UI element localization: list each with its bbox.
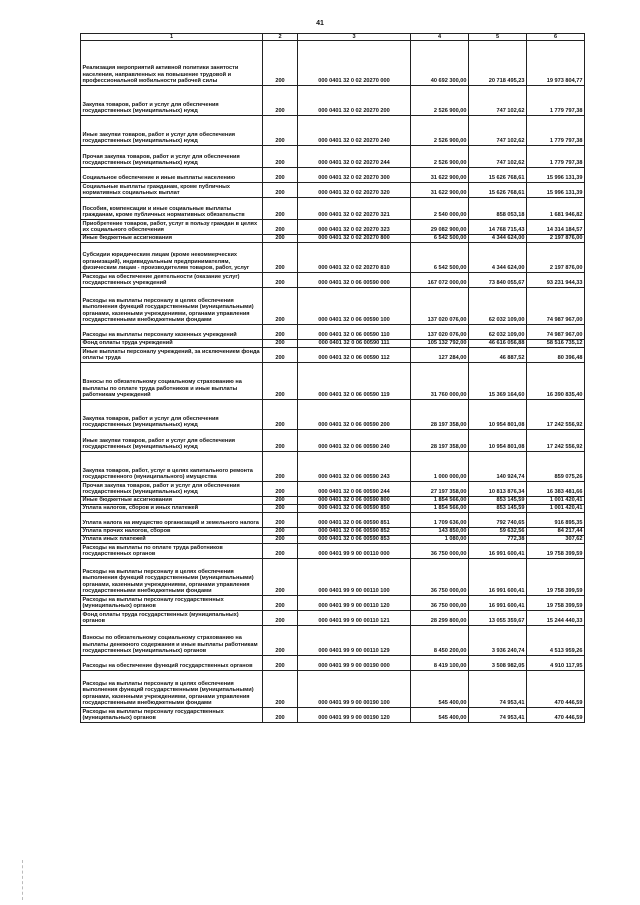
row-executed: 4 344 624,00 bbox=[469, 243, 527, 273]
table-row bbox=[81, 497, 585, 505]
row-code: 200 bbox=[263, 497, 298, 505]
row-executed: 853 145,59 bbox=[469, 497, 527, 505]
row-approved: 1 080,00 bbox=[411, 536, 469, 544]
table-row bbox=[81, 611, 585, 626]
row-approved: 27 197 358,00 bbox=[411, 482, 469, 497]
row-name: Иные выплаты персоналу учреждений, за исключением фонда оплаты труда bbox=[81, 348, 263, 363]
row-approved: 1 000 000,00 bbox=[411, 452, 469, 482]
table-row bbox=[81, 559, 585, 596]
row-remaining: 4 513 959,26 bbox=[527, 626, 585, 656]
row-kbk: 000 0401 32 0 06 00590 000 bbox=[298, 273, 411, 288]
row-kbk: 000 0401 32 0 06 00590 853 bbox=[298, 536, 411, 544]
row-executed: 853 145,59 bbox=[469, 505, 527, 513]
row-kbk: 000 0401 99 9 00 00190 000 bbox=[298, 656, 411, 671]
row-approved: 29 082 900,00 bbox=[411, 220, 469, 235]
row-remaining: 19 758 399,59 bbox=[527, 559, 585, 596]
row-name: Уплата налога на имущество организаций и земельного налога bbox=[81, 513, 263, 528]
row-executed: 16 991 600,41 bbox=[469, 544, 527, 559]
header-col-5: 5 bbox=[469, 34, 527, 41]
row-name: Субсидии юридическим лицам (кроме некоммерческих организаций), индивидуальным предпринимателям, физическим лицам - производителям товаров, работ, услуг bbox=[81, 243, 263, 273]
table-row bbox=[81, 536, 585, 544]
row-code: 200 bbox=[263, 348, 298, 363]
row-name: Расходы на выплаты персоналу в целях обеспечения выполнения функций государственными (муниципальными) органами, казенными учреждениями, органами управления государственными внебюджетными фондами bbox=[81, 288, 263, 325]
row-code: 200 bbox=[263, 559, 298, 596]
row-remaining: 4 910 117,95 bbox=[527, 656, 585, 671]
table-row bbox=[81, 235, 585, 243]
row-remaining: 19 973 804,77 bbox=[527, 41, 585, 86]
table-row bbox=[81, 220, 585, 235]
row-executed: 747 102,62 bbox=[469, 146, 527, 168]
row-name: Реализация мероприятий активной политики занятости населения, направленных на повышение трудовой и профессиональной мобильности рабочей силы bbox=[81, 41, 263, 86]
header-col-1: 1 bbox=[81, 34, 263, 41]
row-executed: 15 626 768,61 bbox=[469, 168, 527, 183]
row-code: 200 bbox=[263, 220, 298, 235]
table-row bbox=[81, 596, 585, 611]
table-row bbox=[81, 505, 585, 513]
row-code: 200 bbox=[263, 198, 298, 220]
row-kbk: 000 0401 99 9 00 00190 120 bbox=[298, 708, 411, 723]
row-name: Иные бюджетные ассигнования bbox=[81, 497, 263, 505]
row-executed: 3 508 982,05 bbox=[469, 656, 527, 671]
table-row bbox=[81, 325, 585, 340]
table-row bbox=[81, 482, 585, 497]
row-kbk: 000 0401 32 0 02 20270 321 bbox=[298, 198, 411, 220]
row-kbk: 000 0401 32 0 06 00590 112 bbox=[298, 348, 411, 363]
row-kbk: 000 0401 32 0 06 00590 850 bbox=[298, 505, 411, 513]
row-name: Фонд оплаты труда государственных (муниципальных) органов bbox=[81, 611, 263, 626]
row-kbk: 000 0401 32 0 02 20270 300 bbox=[298, 168, 411, 183]
row-approved: 127 284,00 bbox=[411, 348, 469, 363]
row-code: 200 bbox=[263, 146, 298, 168]
row-code: 200 bbox=[263, 168, 298, 183]
row-approved: 545 400,00 bbox=[411, 671, 469, 708]
row-executed: 10 954 801,08 bbox=[469, 400, 527, 430]
row-approved: 1 854 566,00 bbox=[411, 497, 469, 505]
row-approved: 105 132 792,00 bbox=[411, 340, 469, 348]
row-executed: 3 936 240,74 bbox=[469, 626, 527, 656]
row-kbk: 000 0401 32 0 02 20270 200 bbox=[298, 86, 411, 116]
row-remaining: 17 242 556,92 bbox=[527, 430, 585, 452]
row-name: Социальное обеспечение и иные выплаты населению bbox=[81, 168, 263, 183]
row-remaining: 1 779 797,38 bbox=[527, 146, 585, 168]
table-row bbox=[81, 86, 585, 116]
table-row bbox=[81, 452, 585, 482]
row-code: 200 bbox=[263, 671, 298, 708]
row-name: Прочая закупка товаров, работ и услуг для обеспечения государственных (муниципальных) нужд bbox=[81, 146, 263, 168]
header-col-2: 2 bbox=[263, 34, 298, 41]
row-approved: 1 709 636,00 bbox=[411, 513, 469, 528]
row-name: Прочая закупка товаров, работ и услуг для обеспечения государственных (муниципальных) нужд bbox=[81, 482, 263, 497]
row-executed: 747 102,62 bbox=[469, 86, 527, 116]
row-name: Фонд оплаты труда учреждений bbox=[81, 340, 263, 348]
row-approved: 6 542 500,00 bbox=[411, 235, 469, 243]
row-name: Приобретение товаров, работ, услуг в пользу граждан в целях их социального обеспечения bbox=[81, 220, 263, 235]
row-code: 200 bbox=[263, 86, 298, 116]
row-approved: 28 197 358,00 bbox=[411, 430, 469, 452]
table-row bbox=[81, 116, 585, 146]
header-row bbox=[81, 34, 585, 41]
row-approved: 31 622 900,00 bbox=[411, 168, 469, 183]
row-kbk: 000 0401 32 0 06 00590 852 bbox=[298, 528, 411, 536]
page-number: 41 bbox=[316, 20, 324, 27]
row-remaining: 14 314 184,57 bbox=[527, 220, 585, 235]
row-remaining: 16 390 835,40 bbox=[527, 363, 585, 400]
row-name: Закупка товаров, работ и услуг для обеспечения государственных (муниципальных) нужд bbox=[81, 86, 263, 116]
row-executed: 15 369 164,60 bbox=[469, 363, 527, 400]
row-name: Иные бюджетные ассигнования bbox=[81, 235, 263, 243]
row-remaining: 2 197 876,00 bbox=[527, 235, 585, 243]
row-name: Взносы по обязательному социальному страхованию на выплаты по оплате труда работников и иные выплаты работникам учреждений bbox=[81, 363, 263, 400]
table-row bbox=[81, 400, 585, 430]
row-executed: 772,38 bbox=[469, 536, 527, 544]
row-approved: 143 850,00 bbox=[411, 528, 469, 536]
row-code: 200 bbox=[263, 340, 298, 348]
row-remaining: 17 242 556,92 bbox=[527, 400, 585, 430]
table-row bbox=[81, 168, 585, 183]
row-name: Расходы на обеспечение деятельности (оказание услуг) государственных учреждений bbox=[81, 273, 263, 288]
row-remaining: 58 516 735,12 bbox=[527, 340, 585, 348]
row-name: Расходы на выплаты персоналу казенных учреждений bbox=[81, 325, 263, 340]
row-name: Социальные выплаты гражданам, кроме публичных нормативных социальных выплат bbox=[81, 183, 263, 198]
row-remaining: 15 244 440,33 bbox=[527, 611, 585, 626]
row-code: 200 bbox=[263, 183, 298, 198]
header-col-6: 6 bbox=[527, 34, 585, 41]
row-approved: 545 400,00 bbox=[411, 708, 469, 723]
table-row bbox=[81, 273, 585, 288]
row-executed: 46 887,52 bbox=[469, 348, 527, 363]
row-remaining: 19 758 399,59 bbox=[527, 544, 585, 559]
row-kbk: 000 0401 32 0 02 20270 323 bbox=[298, 220, 411, 235]
table-row bbox=[81, 340, 585, 348]
row-remaining: 74 987 967,00 bbox=[527, 288, 585, 325]
table-row bbox=[81, 513, 585, 528]
row-code: 200 bbox=[263, 528, 298, 536]
row-code: 200 bbox=[263, 596, 298, 611]
row-executed: 747 102,62 bbox=[469, 116, 527, 146]
row-code: 200 bbox=[263, 536, 298, 544]
row-kbk: 000 0401 32 0 02 20270 320 bbox=[298, 183, 411, 198]
row-name: Уплата прочих налогов, сборов bbox=[81, 528, 263, 536]
row-executed: 4 344 624,00 bbox=[469, 235, 527, 243]
row-remaining: 307,62 bbox=[527, 536, 585, 544]
row-kbk: 000 0401 99 9 00 00110 129 bbox=[298, 626, 411, 656]
row-executed: 15 626 768,61 bbox=[469, 183, 527, 198]
table-row bbox=[81, 363, 585, 400]
row-code: 200 bbox=[263, 611, 298, 626]
row-approved: 36 750 000,00 bbox=[411, 544, 469, 559]
header-col-3: 3 bbox=[298, 34, 411, 41]
row-remaining: 93 231 944,33 bbox=[527, 273, 585, 288]
row-kbk: 000 0401 99 9 00 00190 100 bbox=[298, 671, 411, 708]
row-kbk: 000 0401 32 0 06 00590 240 bbox=[298, 430, 411, 452]
row-code: 200 bbox=[263, 544, 298, 559]
row-kbk: 000 0401 99 9 00 00110 000 bbox=[298, 544, 411, 559]
row-kbk: 000 0401 32 0 06 00590 111 bbox=[298, 340, 411, 348]
row-approved: 2 526 900,00 bbox=[411, 86, 469, 116]
table-row bbox=[81, 348, 585, 363]
row-name: Закупка товаров, работ и услуг для обеспечения государственных (муниципальных) нужд bbox=[81, 400, 263, 430]
row-name: Расходы на выплаты персоналу государственных (муниципальных) органов bbox=[81, 708, 263, 723]
row-remaining: 1 001 420,41 bbox=[527, 497, 585, 505]
row-kbk: 000 0401 32 0 06 00590 243 bbox=[298, 452, 411, 482]
row-kbk: 000 0401 32 0 06 00590 800 bbox=[298, 497, 411, 505]
row-executed: 140 924,74 bbox=[469, 452, 527, 482]
row-remaining: 2 197 876,00 bbox=[527, 243, 585, 273]
row-executed: 74 953,41 bbox=[469, 708, 527, 723]
row-code: 200 bbox=[263, 363, 298, 400]
row-approved: 8 419 100,00 bbox=[411, 656, 469, 671]
row-code: 200 bbox=[263, 235, 298, 243]
row-code: 200 bbox=[263, 243, 298, 273]
row-approved: 167 072 000,00 bbox=[411, 273, 469, 288]
row-code: 200 bbox=[263, 452, 298, 482]
row-kbk: 000 0401 32 0 06 00590 119 bbox=[298, 363, 411, 400]
row-approved: 36 750 000,00 bbox=[411, 596, 469, 611]
row-code: 200 bbox=[263, 41, 298, 86]
row-kbk: 000 0401 32 0 02 20270 800 bbox=[298, 235, 411, 243]
row-executed: 13 055 359,67 bbox=[469, 611, 527, 626]
row-name: Закупка товаров, работ, услуг в целях капитального ремонта государственного (муниципального) имущества bbox=[81, 452, 263, 482]
row-remaining: 19 758 399,59 bbox=[527, 596, 585, 611]
row-name: Расходы на выплаты персоналу в целях обеспечения выполнения функций государственными (муниципальными) органами, казенными учреждениями, органами управления государственными внебюджетными фондами bbox=[81, 559, 263, 596]
row-approved: 40 692 300,00 bbox=[411, 41, 469, 86]
row-approved: 36 750 000,00 bbox=[411, 559, 469, 596]
row-code: 200 bbox=[263, 273, 298, 288]
row-remaining: 1 779 797,38 bbox=[527, 116, 585, 146]
row-approved: 6 542 500,00 bbox=[411, 243, 469, 273]
row-approved: 28 197 358,00 bbox=[411, 400, 469, 430]
row-executed: 46 616 056,88 bbox=[469, 340, 527, 348]
row-code: 200 bbox=[263, 505, 298, 513]
row-name: Расходы на обеспечение функций государственных органов bbox=[81, 656, 263, 671]
row-approved: 2 526 900,00 bbox=[411, 116, 469, 146]
row-approved: 8 450 200,00 bbox=[411, 626, 469, 656]
row-remaining: 859 075,26 bbox=[527, 452, 585, 482]
table-row bbox=[81, 656, 585, 671]
row-remaining: 15 996 131,39 bbox=[527, 183, 585, 198]
row-approved: 2 540 000,00 bbox=[411, 198, 469, 220]
row-name: Расходы на выплаты персоналу государственных (муниципальных) органов bbox=[81, 596, 263, 611]
row-name: Расходы на выплаты по оплате труда работников государственных органов bbox=[81, 544, 263, 559]
row-executed: 14 768 715,43 bbox=[469, 220, 527, 235]
row-executed: 16 991 600,41 bbox=[469, 559, 527, 596]
row-kbk: 000 0401 32 0 02 20270 244 bbox=[298, 146, 411, 168]
header-col-4: 4 bbox=[411, 34, 469, 41]
row-name: Расходы на выплаты персоналу в целях обеспечения выполнения функций государственными (муниципальными) органами, казенными учреждениями, органами управления государственными внебюджетными фондами bbox=[81, 671, 263, 708]
table-row bbox=[81, 146, 585, 168]
row-name: Взносы по обязательному социальному страхованию на выплаты денежного содержания и иные выплаты работникам государственных (муниципальных) органов bbox=[81, 626, 263, 656]
row-remaining: 470 446,59 bbox=[527, 708, 585, 723]
row-executed: 62 032 109,00 bbox=[469, 325, 527, 340]
row-code: 200 bbox=[263, 116, 298, 146]
row-remaining: 1 779 797,38 bbox=[527, 86, 585, 116]
table-row bbox=[81, 544, 585, 559]
table-row bbox=[81, 708, 585, 723]
table-row bbox=[81, 288, 585, 325]
row-approved: 28 299 800,00 bbox=[411, 611, 469, 626]
table-row bbox=[81, 671, 585, 708]
row-approved: 31 622 900,00 bbox=[411, 183, 469, 198]
row-executed: 62 032 109,00 bbox=[469, 288, 527, 325]
row-executed: 792 740,65 bbox=[469, 513, 527, 528]
row-kbk: 000 0401 32 0 02 20270 810 bbox=[298, 243, 411, 273]
row-kbk: 000 0401 32 0 02 20270 000 bbox=[298, 41, 411, 86]
table-row bbox=[81, 243, 585, 273]
row-approved: 137 020 076,00 bbox=[411, 288, 469, 325]
row-remaining: 15 996 131,39 bbox=[527, 168, 585, 183]
row-remaining: 916 895,35 bbox=[527, 513, 585, 528]
row-code: 200 bbox=[263, 656, 298, 671]
row-remaining: 80 396,48 bbox=[527, 348, 585, 363]
table-body bbox=[81, 41, 585, 723]
row-name: Иные закупки товаров, работ и услуг для обеспечения государственных (муниципальных) нужд bbox=[81, 430, 263, 452]
row-executed: 59 632,56 bbox=[469, 528, 527, 536]
row-name: Уплата иных платежей bbox=[81, 536, 263, 544]
row-name: Иные закупки товаров, работ и услуг для обеспечения государственных (муниципальных) нужд bbox=[81, 116, 263, 146]
row-remaining: 470 446,59 bbox=[527, 671, 585, 708]
row-code: 200 bbox=[263, 482, 298, 497]
row-approved: 31 760 000,00 bbox=[411, 363, 469, 400]
row-kbk: 000 0401 32 0 06 00590 100 bbox=[298, 288, 411, 325]
row-kbk: 000 0401 32 0 06 00590 851 bbox=[298, 513, 411, 528]
row-executed: 858 053,18 bbox=[469, 198, 527, 220]
row-executed: 16 991 600,41 bbox=[469, 596, 527, 611]
row-executed: 20 718 495,23 bbox=[469, 41, 527, 86]
row-kbk: 000 0401 99 9 00 00110 120 bbox=[298, 596, 411, 611]
row-code: 200 bbox=[263, 288, 298, 325]
row-kbk: 000 0401 32 0 06 00590 200 bbox=[298, 400, 411, 430]
row-code: 200 bbox=[263, 708, 298, 723]
row-remaining: 74 987 967,00 bbox=[527, 325, 585, 340]
row-kbk: 000 0401 32 0 06 00590 244 bbox=[298, 482, 411, 497]
row-remaining: 84 217,44 bbox=[527, 528, 585, 536]
row-code: 200 bbox=[263, 400, 298, 430]
margin-marks bbox=[22, 860, 27, 900]
table-row bbox=[81, 183, 585, 198]
row-executed: 10 813 876,34 bbox=[469, 482, 527, 497]
row-name: Пособия, компенсации и иные социальные выплаты гражданам, кроме публичных нормативных обязательств bbox=[81, 198, 263, 220]
table-row bbox=[81, 41, 585, 86]
row-executed: 74 953,41 bbox=[469, 671, 527, 708]
row-executed: 10 954 801,08 bbox=[469, 430, 527, 452]
row-approved: 137 020 076,00 bbox=[411, 325, 469, 340]
table-row bbox=[81, 626, 585, 656]
row-name: Уплата налогов, сборов и иных платежей bbox=[81, 505, 263, 513]
row-kbk: 000 0401 99 9 00 00110 100 bbox=[298, 559, 411, 596]
budget-table bbox=[80, 33, 585, 723]
row-code: 200 bbox=[263, 513, 298, 528]
row-remaining: 16 383 481,66 bbox=[527, 482, 585, 497]
row-approved: 2 526 900,00 bbox=[411, 146, 469, 168]
row-code: 200 bbox=[263, 626, 298, 656]
row-code: 200 bbox=[263, 430, 298, 452]
table-row bbox=[81, 430, 585, 452]
row-remaining: 1 001 420,41 bbox=[527, 505, 585, 513]
table-row bbox=[81, 528, 585, 536]
row-kbk: 000 0401 99 9 00 00110 121 bbox=[298, 611, 411, 626]
table-row bbox=[81, 198, 585, 220]
row-kbk: 000 0401 32 0 06 00590 110 bbox=[298, 325, 411, 340]
row-kbk: 000 0401 32 0 02 20270 240 bbox=[298, 116, 411, 146]
row-approved: 1 854 566,00 bbox=[411, 505, 469, 513]
row-code: 200 bbox=[263, 325, 298, 340]
row-executed: 73 840 055,67 bbox=[469, 273, 527, 288]
row-remaining: 1 681 946,82 bbox=[527, 198, 585, 220]
